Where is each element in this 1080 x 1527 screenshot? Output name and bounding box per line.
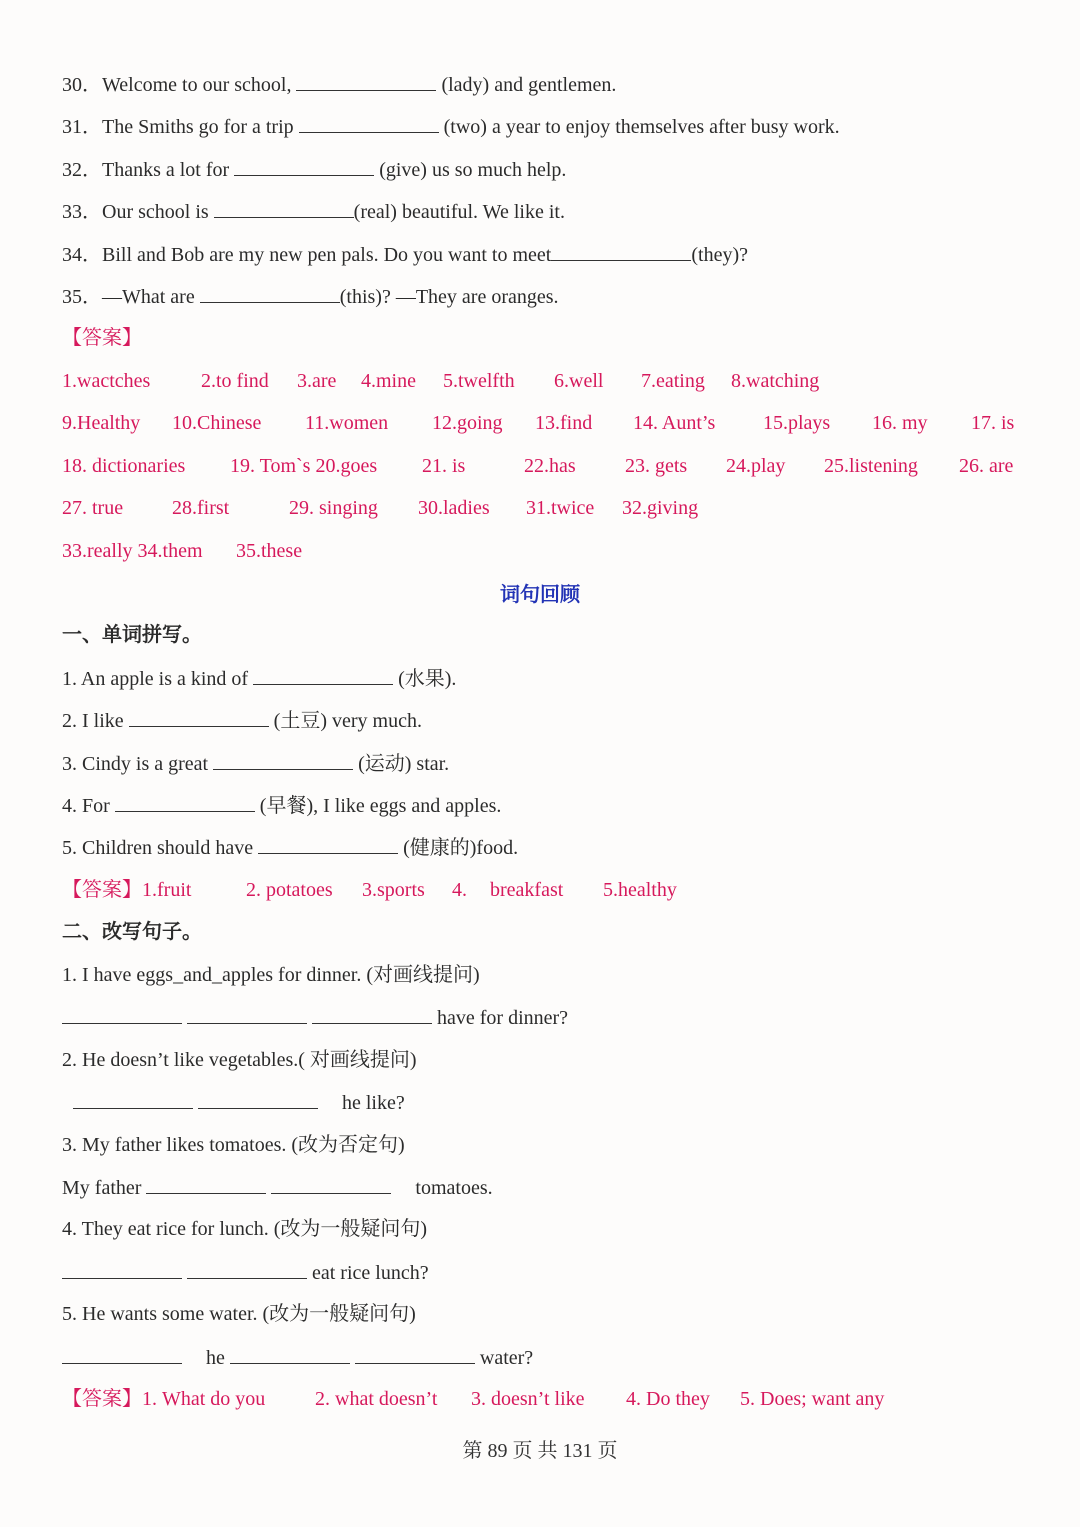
answer-blank[interactable] bbox=[551, 240, 691, 261]
item-text: 3. Cindy is a great bbox=[62, 753, 214, 775]
answer-blank[interactable] bbox=[253, 664, 393, 685]
rewrite-answer-line bbox=[62, 1003, 1040, 1032]
exercise-text: 33．Our school is bbox=[62, 201, 214, 223]
answer-item: 17. is bbox=[971, 412, 1015, 434]
answer-item: 19. Tom`s 20.goes bbox=[230, 455, 378, 477]
item-text: 5. Children should have bbox=[62, 837, 259, 859]
exercise-text: (real) beautiful. We like it. bbox=[353, 201, 565, 223]
answer-line-text: water? bbox=[479, 1347, 534, 1369]
answer-row-1 bbox=[0, 367, 1080, 395]
answer-line-text: he bbox=[206, 1347, 225, 1369]
answer-item: 31.twice bbox=[526, 497, 595, 519]
answer-blank[interactable] bbox=[214, 197, 354, 218]
answer-item: 9.Healthy bbox=[62, 412, 141, 434]
answer-item: 25.listening bbox=[824, 455, 918, 477]
answer-item: 3. doesn’t like bbox=[471, 1388, 585, 1410]
answer-item: 4. Do they bbox=[626, 1388, 710, 1410]
item-text: (健康的)food. bbox=[398, 837, 519, 859]
answer-blank[interactable] bbox=[62, 1258, 182, 1279]
answer-item: 3.are bbox=[297, 370, 337, 392]
answer-line-text: he like? bbox=[342, 1092, 405, 1114]
answer-label: 【答案】 bbox=[62, 327, 142, 349]
exercise-text: (they)? bbox=[691, 244, 748, 266]
exercise-text: 32．Thanks a lot for bbox=[62, 159, 235, 181]
section-heading: 一、单词拼写。 bbox=[62, 624, 202, 646]
answer-blank[interactable] bbox=[213, 749, 353, 770]
answer-item: 14. Aunt’s bbox=[633, 412, 716, 434]
answer-item: 8.watching bbox=[731, 370, 820, 392]
answer-row-5 bbox=[0, 537, 1080, 565]
answer-blank[interactable] bbox=[312, 1003, 432, 1024]
spelling-item bbox=[62, 833, 1040, 862]
answer-item: breakfast bbox=[490, 879, 564, 901]
answer-item: 5.healthy bbox=[603, 879, 677, 901]
answer-item: 28.first bbox=[172, 497, 230, 519]
rewrite-answer-line bbox=[62, 1173, 1040, 1202]
answer-item: 22.has bbox=[524, 455, 576, 477]
answer-item: 5.twelfth bbox=[443, 370, 515, 392]
answer-item: 26. are bbox=[959, 455, 1014, 477]
answer-blank[interactable] bbox=[146, 1173, 266, 1194]
answer-line-text: tomatoes. bbox=[415, 1177, 493, 1199]
exercise-text: (give) us so much help. bbox=[374, 159, 567, 181]
item-text: 2. I like bbox=[62, 710, 129, 732]
answer-blank[interactable] bbox=[355, 1343, 475, 1364]
rewrite-answer-line bbox=[62, 1258, 1040, 1287]
answer-item: 5. Does; want any bbox=[740, 1388, 885, 1410]
answer-item: 35.these bbox=[236, 540, 303, 562]
answer-blank[interactable] bbox=[62, 1343, 182, 1364]
answer-item: 【答案】1. What do you bbox=[62, 1388, 266, 1410]
item-text: (运动) star. bbox=[353, 753, 450, 775]
answer-blank[interactable] bbox=[258, 833, 398, 854]
answer-item: 6.well bbox=[554, 370, 604, 392]
answer-blank[interactable] bbox=[230, 1343, 350, 1364]
item-text: 1. An apple is a kind of bbox=[62, 668, 254, 690]
answer-item: 10.Chinese bbox=[172, 412, 262, 434]
item-text: (早餐), I like eggs and apples. bbox=[254, 795, 502, 817]
exercise-35 bbox=[62, 282, 1040, 311]
exercise-text: 31．The Smiths go for a trip bbox=[62, 116, 299, 138]
answer-item: 15.plays bbox=[763, 412, 831, 434]
answer-blank[interactable] bbox=[187, 1258, 307, 1279]
answer-item: 21. is bbox=[422, 455, 466, 477]
spelling-item bbox=[62, 749, 1040, 778]
answer-line-text: have for dinner? bbox=[437, 1007, 569, 1029]
answer-item: 24.play bbox=[726, 455, 786, 477]
exercise-text: 30．Welcome to our school, bbox=[62, 74, 297, 96]
exercise-30 bbox=[62, 70, 1040, 99]
answer-item: 12.going bbox=[432, 412, 503, 434]
item-text: (土豆) very much. bbox=[268, 710, 422, 732]
exercise-31 bbox=[62, 112, 1040, 141]
item-text: 4. For bbox=[62, 795, 115, 817]
rewrite-answer-line bbox=[62, 1343, 1040, 1372]
answer-item: 【答案】1.fruit bbox=[62, 879, 192, 901]
answer-blank[interactable] bbox=[198, 1088, 318, 1109]
answer-blank[interactable] bbox=[296, 70, 436, 91]
answer-blank[interactable] bbox=[234, 155, 374, 176]
exercise-text: (lady) and gentlemen. bbox=[436, 74, 617, 96]
answer-item: 32.giving bbox=[622, 497, 699, 519]
answer-item: 1.wactches bbox=[62, 370, 151, 392]
answer-item: 18. dictionaries bbox=[62, 455, 186, 477]
page-number: 第 89 页 共 131 页 bbox=[462, 1440, 618, 1462]
exercise-33 bbox=[62, 197, 1040, 226]
spelling-item bbox=[62, 706, 1040, 735]
answer-item: 11.women bbox=[305, 412, 389, 434]
answer-blank[interactable] bbox=[129, 706, 269, 727]
rewrite-answer-line bbox=[62, 1088, 1040, 1117]
exercise-text: 35．—What are bbox=[62, 286, 200, 308]
answer-line-text: My father bbox=[62, 1177, 142, 1199]
answer-item: 7.eating bbox=[641, 370, 705, 392]
section-heading: 二、改写句子。 bbox=[62, 921, 202, 943]
section1-answers bbox=[0, 876, 1080, 904]
answer-item: 2. what doesn’t bbox=[315, 1388, 438, 1410]
exercise-text: (two) a year to enjoy themselves after busy work. bbox=[438, 116, 840, 138]
answer-item: 4. bbox=[452, 879, 467, 901]
answer-item: 2.to find bbox=[201, 370, 269, 392]
answer-item: 3.sports bbox=[362, 879, 425, 901]
answer-blank[interactable] bbox=[115, 791, 255, 812]
answer-blank[interactable] bbox=[200, 282, 340, 303]
rewrite-question: 5. He wants some water. (改为一般疑问句) bbox=[62, 1303, 416, 1325]
spelling-item bbox=[62, 664, 1040, 693]
rewrite-question: 3. My father likes tomatoes. (改为否定句) bbox=[62, 1134, 405, 1156]
answer-item: 13.find bbox=[535, 412, 593, 434]
answer-row-3 bbox=[0, 452, 1080, 480]
answer-item: 16. my bbox=[872, 412, 928, 434]
answer-row-2 bbox=[0, 409, 1080, 437]
answer-blank[interactable] bbox=[62, 1003, 182, 1024]
answer-blank[interactable] bbox=[299, 112, 439, 133]
answer-blank[interactable] bbox=[73, 1088, 193, 1109]
rewrite-question: 1. I have eggs_and_apples for dinner. (对画线提问) bbox=[62, 964, 480, 986]
answer-blank[interactable] bbox=[187, 1003, 307, 1024]
answer-blank[interactable] bbox=[271, 1173, 391, 1194]
answer-item: 27. true bbox=[62, 497, 124, 519]
answer-item: 23. gets bbox=[625, 455, 688, 477]
rewrite-question: 2. He doesn’t like vegetables.( 对画线提问) bbox=[62, 1049, 417, 1071]
section2-answers bbox=[0, 1385, 1080, 1413]
answer-item: 30.ladies bbox=[418, 497, 490, 519]
answer-line-text: eat rice lunch? bbox=[312, 1262, 429, 1284]
review-title: 词句回顾 bbox=[500, 582, 580, 606]
answer-row-4 bbox=[0, 494, 1080, 522]
exercise-text: (this)? —They are oranges. bbox=[339, 286, 559, 308]
spelling-item bbox=[62, 791, 1040, 820]
exercise-32 bbox=[62, 155, 1040, 184]
answer-item: 2. potatoes bbox=[246, 879, 333, 901]
item-text: (水果). bbox=[393, 668, 457, 690]
answer-item: 29. singing bbox=[289, 497, 378, 519]
answer-item: 4.mine bbox=[361, 370, 416, 392]
exercise-34 bbox=[62, 240, 1040, 269]
exercise-text: 34．Bill and Bob are my new pen pals. Do you want to meet bbox=[62, 244, 552, 266]
rewrite-question: 4. They eat rice for lunch. (改为一般疑问句) bbox=[62, 1218, 428, 1240]
answer-item: 33.really 34.them bbox=[62, 540, 203, 562]
